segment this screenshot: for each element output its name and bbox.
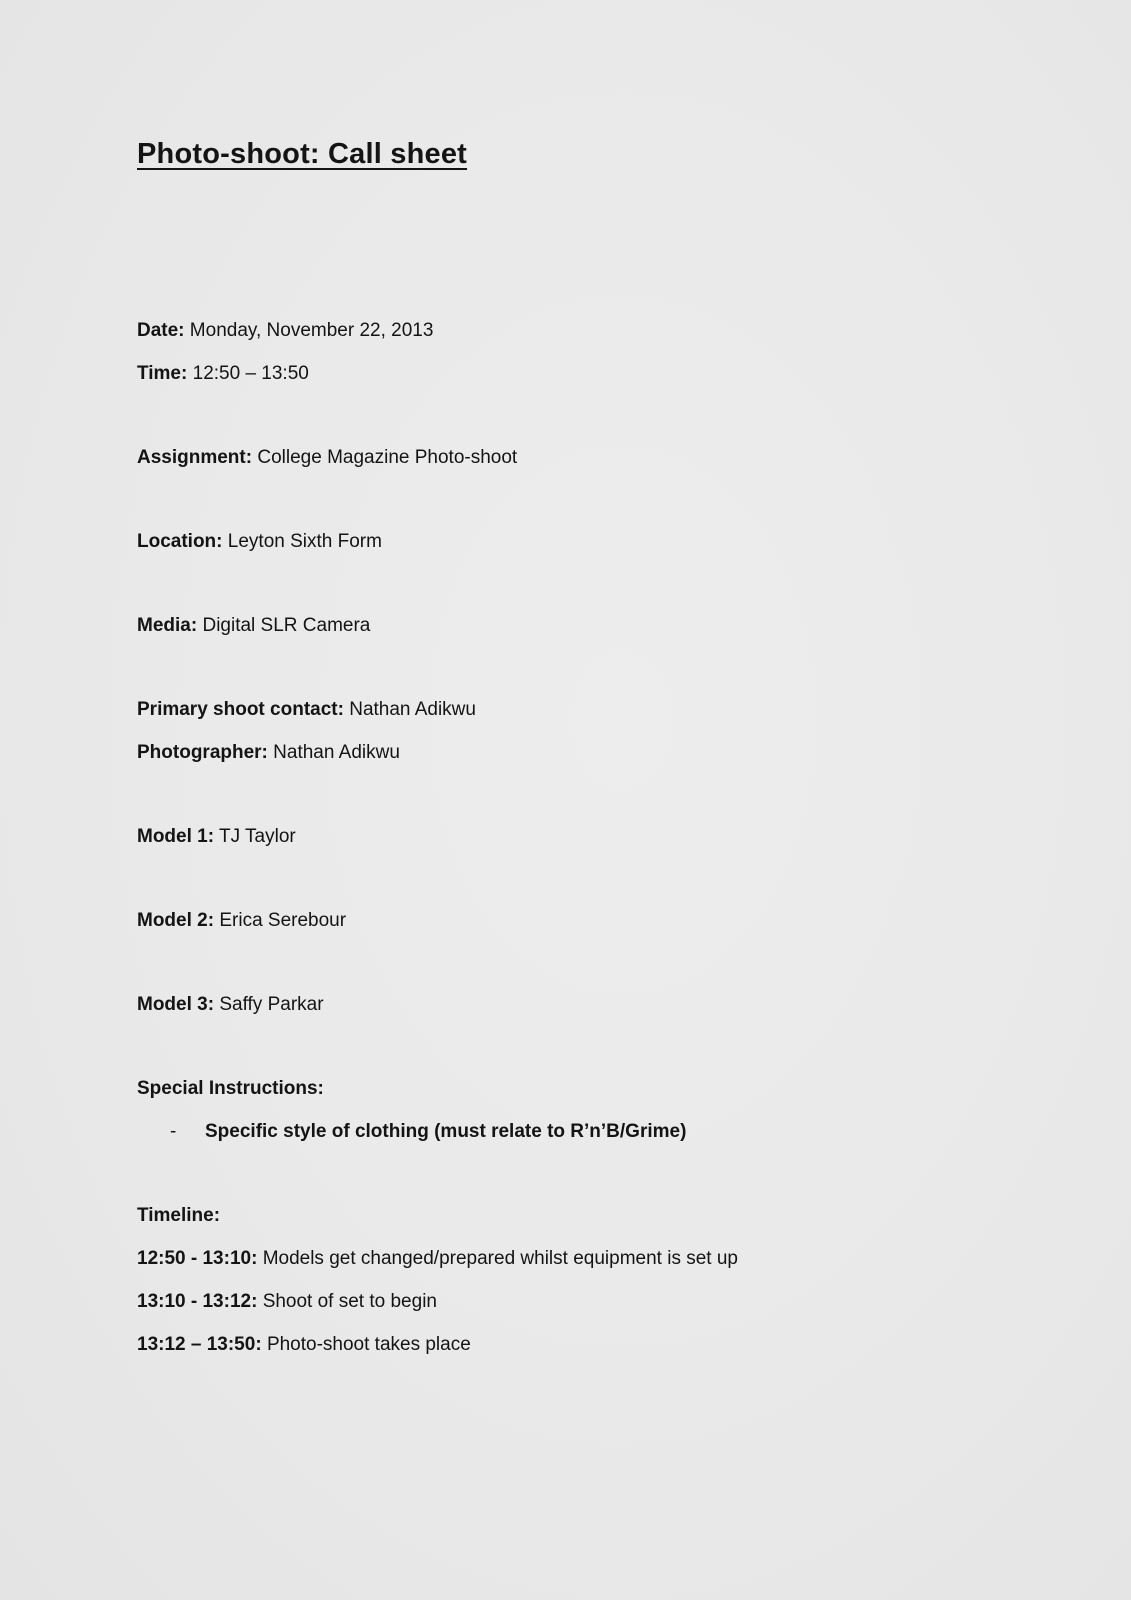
special-instruction-text: Specific style of clothing (must relate to R’n’B/Grime) <box>205 1121 687 1142</box>
primary-contact-value: Nathan Adikwu <box>349 699 476 720</box>
page-title: Photo-shoot: Call sheet <box>137 138 468 170</box>
special-instruction-item <box>170 1120 686 1144</box>
model-3-row <box>137 993 324 1017</box>
media-label: Media: <box>137 615 198 636</box>
timeline-heading <box>137 1204 220 1228</box>
time-row <box>137 362 309 386</box>
special-instructions-label: Special Instructions: <box>137 1078 324 1099</box>
media-row <box>137 614 370 638</box>
timeline-entry-time: 13:10 - 13:12: <box>137 1291 258 1312</box>
date-value: Monday, November 22, 2013 <box>189 320 434 341</box>
timeline-entry-text: Models get changed/prepared whilst equipment is set up <box>262 1248 738 1269</box>
model-1-label: Model 1: <box>137 826 215 847</box>
timeline-entry-text: Shoot of set to begin <box>262 1291 437 1312</box>
model-2-value: Erica Serebour <box>219 910 347 931</box>
timeline-entry <box>137 1290 437 1314</box>
timeline-label: Timeline: <box>137 1205 221 1226</box>
model-1-row <box>137 825 296 849</box>
time-label: Time: <box>137 363 188 384</box>
model-2-row <box>137 909 346 933</box>
bullet-marker: - <box>170 1121 177 1142</box>
primary-contact-label: Primary shoot contact: <box>137 699 344 720</box>
photographer-row <box>137 741 400 765</box>
time-value: 12:50 – 13:50 <box>192 363 309 384</box>
location-label: Location: <box>137 531 223 552</box>
date-label: Date: <box>137 320 185 341</box>
model-1-value: TJ Taylor <box>219 826 296 847</box>
timeline-entry-time: 12:50 - 13:10: <box>137 1248 258 1269</box>
assignment-row <box>137 446 517 470</box>
date-row <box>137 319 433 343</box>
photographer-label: Photographer: <box>137 742 268 763</box>
primary-contact-row <box>137 698 476 722</box>
timeline-entry <box>137 1247 738 1271</box>
assignment-label: Assignment: <box>137 447 253 468</box>
timeline-entry <box>137 1333 471 1357</box>
model-3-value: Saffy Parkar <box>219 994 324 1015</box>
timeline-entry-time: 13:12 – 13:50: <box>137 1334 262 1355</box>
assignment-value: College Magazine Photo-shoot <box>257 447 518 468</box>
photographer-value: Nathan Adikwu <box>273 742 400 763</box>
model-3-label: Model 3: <box>137 994 215 1015</box>
media-value: Digital SLR Camera <box>202 615 371 636</box>
special-instructions-heading <box>137 1077 324 1101</box>
model-2-label: Model 2: <box>137 910 215 931</box>
location-row <box>137 530 382 554</box>
timeline-entry-text: Photo-shoot takes place <box>266 1334 471 1355</box>
location-value: Leyton Sixth Form <box>227 531 382 552</box>
